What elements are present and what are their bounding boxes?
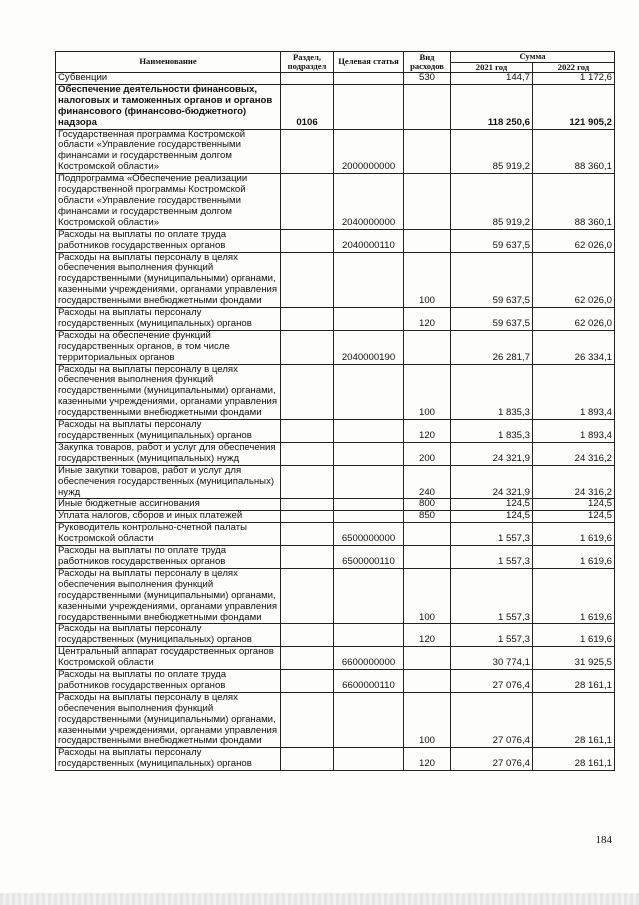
cell-2022: 28 161,1 [533,748,615,771]
cell-name: Расходы на выплаты по оплате труда работников государственных органов [56,546,281,569]
cell-2022: 28 161,1 [533,692,615,748]
cell-type: 100 [404,364,451,420]
cell-section [281,692,334,748]
cell-section [281,442,334,465]
cell-2021: 27 076,4 [451,748,533,771]
cell-type: 800 [404,499,451,511]
cell-2021: 24 321,9 [451,465,533,499]
cell-2021: 59 637,5 [451,308,533,331]
cell-2021: 118 250,6 [451,84,533,129]
budget-table [55,51,615,771]
cell-2022: 121 905,2 [533,84,615,129]
cell-type: 120 [404,308,451,331]
table-row [56,174,615,230]
cell-name: Обеспечение деятельности финансовых, налоговых и таможенных органов и органов финансового (финансово-бюджетного) надзора [56,84,281,129]
cell-section [281,465,334,499]
cell-type [404,523,451,546]
column-header-type: Вид расходов [404,52,451,73]
cell-type [404,670,451,693]
table-row [56,670,615,693]
cell-section [281,252,334,308]
cell-section [281,624,334,647]
cell-type [404,174,451,230]
cell-type [404,330,451,364]
cell-target [334,308,404,331]
cell-2021: 1 835,3 [451,420,533,443]
table-row [56,568,615,624]
column-header-sum: Сумма [451,52,615,63]
cell-target: 2040000110 [334,229,404,252]
cell-2021: 85 919,2 [451,174,533,230]
cell-2022: 88 360,1 [533,174,615,230]
cell-section [281,420,334,443]
cell-target [334,364,404,420]
cell-2021: 24 321,9 [451,442,533,465]
cell-name: Центральный аппарат государственных органов Костромской области [56,647,281,670]
cell-name: Расходы на выплаты персоналу в целях обеспечения выполнения функций государственными (муниципальными) органами, казенными учреждениями, органами управления государственными внебюджетными фондами [56,252,281,308]
column-header-2021: 2021 год [451,62,533,73]
cell-type [404,84,451,129]
cell-section [281,229,334,252]
cell-section [281,73,334,85]
cell-target: 6500000000 [334,523,404,546]
cell-name: Расходы на выплаты персоналу в целях обеспечения выполнения функций государственными (муниципальными) органами, казенными учреждениями, органами управления государственными внебюджетными фондами [56,364,281,420]
table-row [56,420,615,443]
column-header-2022: 2022 год [533,62,615,73]
cell-target [334,465,404,499]
table-row [56,624,615,647]
cell-2021: 59 637,5 [451,252,533,308]
table-row [56,465,615,499]
cell-section: 0106 [281,84,334,129]
cell-target [334,252,404,308]
cell-name: Расходы на выплаты персоналу в целях обеспечения выполнения функций государственными (муниципальными) органами, казенными учреждениями, органами управления государственными внебюджетными фондами [56,692,281,748]
cell-section [281,499,334,511]
scan-edge [0,893,639,905]
table-row [56,252,615,308]
cell-2021: 144,7 [451,73,533,85]
table-row [56,442,615,465]
cell-2021: 85 919,2 [451,129,533,174]
cell-2022: 31 925,5 [533,647,615,670]
cell-target: 6500000110 [334,546,404,569]
cell-2021: 59 637,5 [451,229,533,252]
cell-2022: 1 893,4 [533,420,615,443]
cell-target: 6600000000 [334,647,404,670]
table-row [56,73,615,85]
table-row [56,308,615,331]
cell-target [334,748,404,771]
cell-section [281,174,334,230]
table-row [56,511,615,523]
cell-name: Расходы на выплаты персоналу в целях обеспечения выполнения функций государственными (муниципальными) органами, казенными учреждениями, органами управления государственными внебюджетными фондами [56,568,281,624]
cell-2021: 1 557,3 [451,546,533,569]
cell-target [334,420,404,443]
cell-type [404,229,451,252]
cell-2022: 62 026,0 [533,229,615,252]
table-row [56,748,615,771]
table-body [56,73,615,771]
cell-name: Расходы на выплаты персоналу государственных (муниципальных) органов [56,308,281,331]
table-row [56,229,615,252]
cell-section [281,568,334,624]
cell-type: 850 [404,511,451,523]
cell-2022: 88 360,1 [533,129,615,174]
cell-type: 100 [404,692,451,748]
cell-type [404,647,451,670]
cell-2022: 62 026,0 [533,308,615,331]
table-header-row [56,52,615,63]
cell-2022: 62 026,0 [533,252,615,308]
cell-name: Иные бюджетные ассигнования [56,499,281,511]
table-row [56,84,615,129]
cell-target: 2000000000 [334,129,404,174]
column-header-section: Раздел, подраздел [281,52,334,73]
cell-type: 240 [404,465,451,499]
cell-name: Расходы на выплаты персоналу государственных (муниципальных) органов [56,420,281,443]
cell-2021: 1 557,3 [451,624,533,647]
cell-2021: 124,5 [451,499,533,511]
cell-name: Расходы на выплаты по оплате труда работников государственных органов [56,229,281,252]
cell-name: Расходы на обеспечение функций государственных органов, в том числе территориальных органов [56,330,281,364]
table-row [56,330,615,364]
cell-2022: 26 334,1 [533,330,615,364]
cell-2021: 27 076,4 [451,670,533,693]
cell-target [334,511,404,523]
cell-section [281,523,334,546]
cell-type: 530 [404,73,451,85]
cell-name: Подпрограмма «Обеспечение реализации государственной программы Костромской области «Управление государственными финансами и государственным долгом Костромской области» [56,174,281,230]
cell-section [281,546,334,569]
cell-2021: 30 774,1 [451,647,533,670]
column-header-target: Целевая статья [334,52,404,73]
cell-2022: 124,5 [533,499,615,511]
table-row [56,523,615,546]
cell-name: Государственная программа Костромской области «Управление государственными финансами и государственным долгом Костромской области» [56,129,281,174]
cell-target: 6600000110 [334,670,404,693]
cell-2021: 124,5 [451,511,533,523]
cell-target [334,624,404,647]
cell-section [281,129,334,174]
cell-type: 120 [404,420,451,443]
cell-2022: 124,5 [533,511,615,523]
cell-target [334,499,404,511]
cell-section [281,670,334,693]
cell-target: 2040000190 [334,330,404,364]
cell-type: 200 [404,442,451,465]
cell-section [281,330,334,364]
cell-target [334,692,404,748]
cell-2021: 1 557,3 [451,568,533,624]
cell-2021: 1 557,3 [451,523,533,546]
cell-2022: 1 619,6 [533,523,615,546]
cell-2022: 1 619,6 [533,568,615,624]
cell-2022: 1 893,4 [533,364,615,420]
cell-section [281,647,334,670]
table-row [56,692,615,748]
cell-type: 100 [404,568,451,624]
cell-name: Расходы на выплаты персоналу государственных (муниципальных) органов [56,624,281,647]
cell-name: Субвенции [56,73,281,85]
cell-target [334,442,404,465]
cell-2022: 1 619,6 [533,624,615,647]
cell-2021: 26 281,7 [451,330,533,364]
cell-2021: 27 076,4 [451,692,533,748]
cell-type: 120 [404,624,451,647]
cell-type: 100 [404,252,451,308]
table-row [56,647,615,670]
cell-section [281,364,334,420]
cell-section [281,511,334,523]
table-row [56,129,615,174]
cell-type: 120 [404,748,451,771]
cell-name: Уплата налогов, сборов и иных платежей [56,511,281,523]
cell-2022: 1 172,6 [533,73,615,85]
cell-name: Руководитель контрольно-счетной палаты Костромской области [56,523,281,546]
cell-2022: 28 161,1 [533,670,615,693]
cell-target [334,568,404,624]
cell-name: Иные закупки товаров, работ и услуг для обеспечения государственных (муниципальных) нужд [56,465,281,499]
cell-type [404,129,451,174]
cell-target [334,73,404,85]
cell-target [334,84,404,129]
cell-2021: 1 835,3 [451,364,533,420]
table-row [56,364,615,420]
cell-2022: 24 316,2 [533,465,615,499]
cell-target: 2040000000 [334,174,404,230]
cell-section [281,308,334,331]
table-row [56,546,615,569]
cell-name: Закупка товаров, работ и услуг для обеспечения государственных (муниципальных) нужд [56,442,281,465]
cell-section [281,748,334,771]
table-row [56,499,615,511]
cell-name: Расходы на выплаты персоналу государственных (муниципальных) органов [56,748,281,771]
column-header-name: Наименование [56,52,281,73]
cell-2022: 1 619,6 [533,546,615,569]
cell-name: Расходы на выплаты по оплате труда работников государственных органов [56,670,281,693]
cell-type [404,546,451,569]
cell-2022: 24 316,2 [533,442,615,465]
page-number: 184 [595,834,612,846]
